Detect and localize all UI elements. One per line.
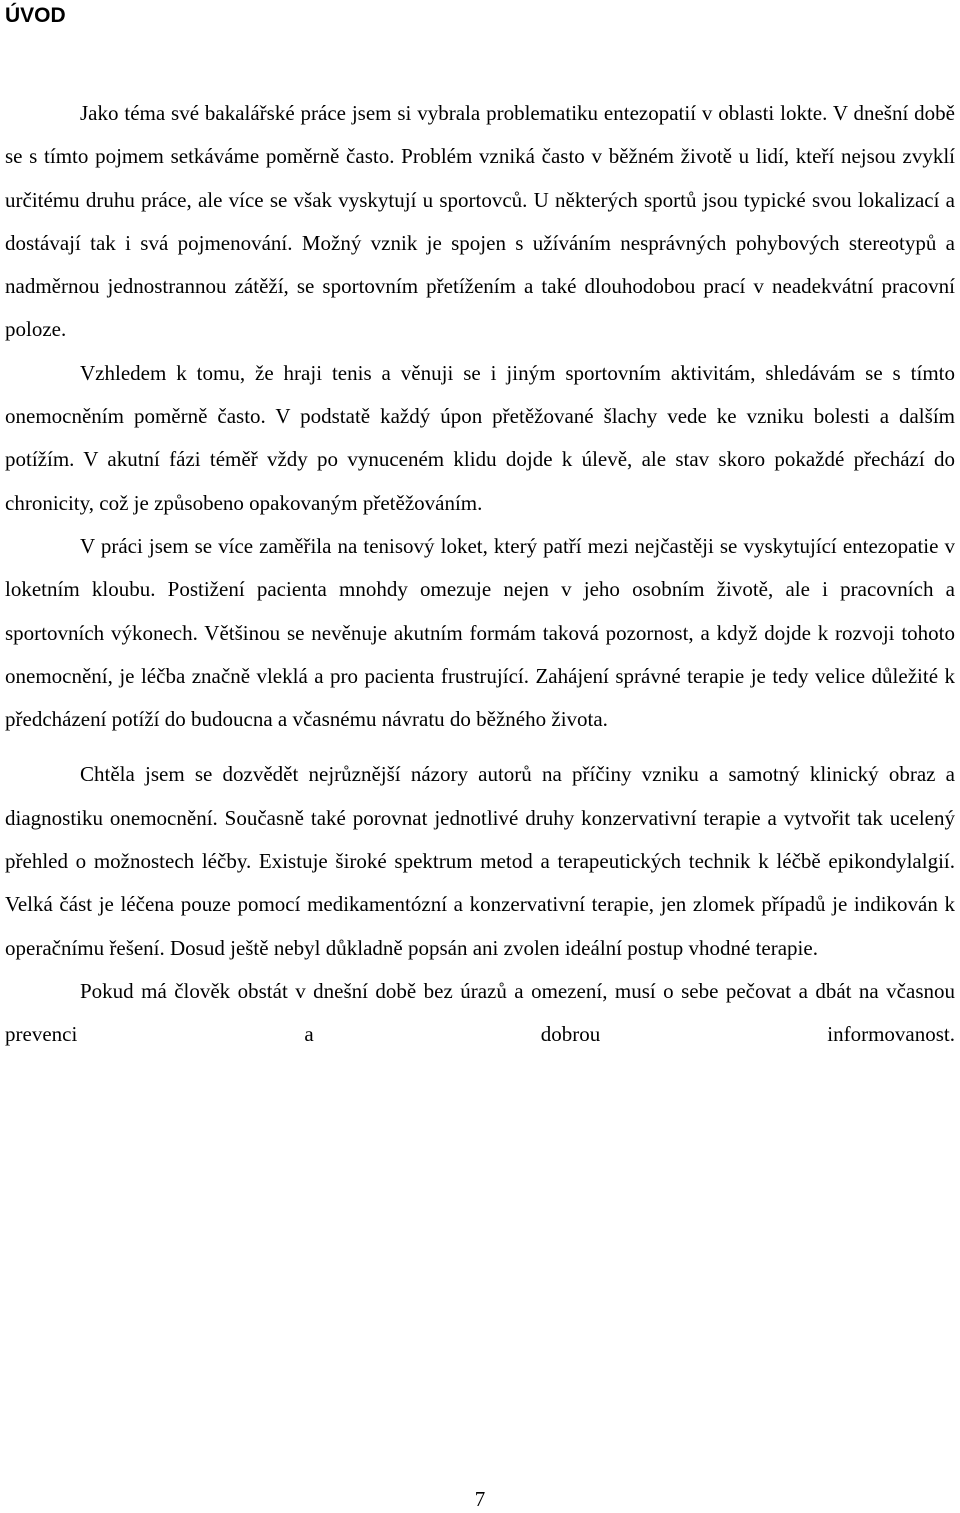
paragraph-motivation: Vzhledem k tomu, že hraji tenis a věnuji se i jiným sportovním aktivitám, shledávám se s tímto onemocněním poměrně často. V podstatě každý úpon přetěžované šlachy vede ke vzniku bolesti a dalším potížím. V akutní fázi téměř vždy po vynuceném klidu dojde k úlevě, ale stav skoro pokaždé přechází do chronicity, což je způsobeno opakovaným přetěžováním. [5,360,955,515]
page-number: 7 [474,1487,486,1511]
paragraph-intro: Jako téma své bakalářské práce jsem si vybrala problematiku entezopatií v oblasti lokte. V dnešní době se s tímto pojmem setkáváme poměrně často. Problém vzniká často v běžném životě u lidí, kteří nejsou zvyklí určitému druhu práce, ale více se však vyskytují u sportovců. U některých sportů jsou typické svou lokalizací a dostávají tak i svá pojmenování. Možný vznik je spojen s užíváním nesprávných pohybových stereotypů a nadměrnou jednostrannou zátěží, se sportovním přetížením a také dlouhodobou prací v neadekvátní pracovní poloze. [5,101,955,342]
paragraph-conclusion: Pokud má člověk obstát v dnešní době bez úrazů a omezení, musí o sebe pečovat a dbát na včasnou prevenci a dobrou informovanost. [5,978,955,1047]
paragraph-focus: V práci jsem se více zaměřila na tenisový loket, který patří mezi nejčastěji se vyskytující entezopatie v loketním kloubu. Postižení pacienta mnohdy omezuje nejen v jeho osobním životě, ale i pracovních a sportovních výkonech. Většinou se nevěnuje akutním formám taková pozornost, a když dojde k rozvoji tohoto onemocnění, je léčba značně vleklá a pro pacienta frustrující. Zahájení správné terapie je tedy velice důležité k předcházení potíží do budoucna a včasnému návratu do běžného života. [5,533,955,732]
paragraph-goals: Chtěla jsem se dozvědět nejrůznější názory autorů na příčiny vzniku a samotný klinický obraz a diagnostiku onemocnění. Současně také porovnat jednotlivé druhy konzervativní terapie a vytvořit tak ucelený přehled o možnostech léčby. Existuje široké spektrum metod a terapeutických technik k léčbě epikondylalgií. Velká část je léčena pouze pomocí medikamentózní a konzervativní terapie, jen zlomek případů je indikován k operačnímu řešení. Dosud ještě nebyl důkladně popsán ani zvolen ideální postup vhodné terapie. [5,762,955,960]
body-text [5,92,955,1057]
section-heading: ÚVOD [5,4,66,27]
